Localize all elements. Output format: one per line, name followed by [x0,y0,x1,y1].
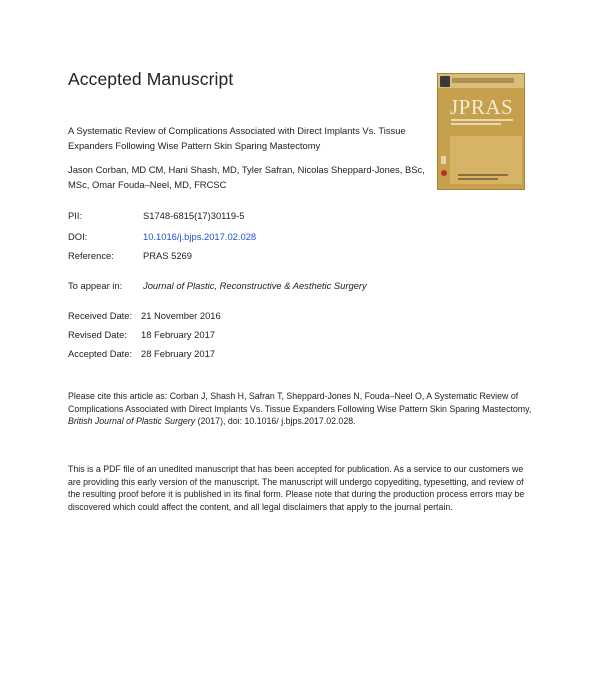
reference-label: Reference: [68,250,114,261]
cover-lower-panel [450,136,522,184]
revised-label: Revised Date: [68,329,127,340]
publisher-logo-icon [440,76,450,87]
page-heading: Accepted Manuscript [68,69,234,89]
citation-suffix: (2017), doi: 10.1016/ j.bjps.2017.02.028. [195,416,356,427]
cover-side-mark [441,156,446,164]
citation-paragraph [68,390,534,428]
accepted-value: 28 February 2017 [141,348,216,359]
accepted-label: Accepted Date: [68,348,133,359]
received-value: 21 November 2016 [141,310,221,321]
doi-link[interactable]: 10.1016/j.bjps.2017.02.028 [143,231,257,242]
received-label: Received Date: [68,310,133,321]
cover-subtitle-line [451,119,513,121]
pii-label: PII: [68,210,83,221]
revised-value: 18 February 2017 [141,329,216,340]
cover-badge-icon [441,170,447,176]
cover-header-mark [452,78,514,83]
citation-prefix: Please cite this article as: Corban J, Shash H, Safran T, Sheppard-Jones N, Fouda–Neel O, A Systematic Review of Complications Associated with Direct Implants Vs. Tissue Expanders Following Wise Pattern Skin Sparing Mastectomy, [68,391,532,414]
cover-text-line [458,178,498,180]
cover-text-line [458,174,508,176]
journal-cover-image [437,73,525,190]
authors: Jason Corban, MD CM, Hani Shash, MD, Tyler Safran, Nicolas Sheppard-Jones, BSc, MSc, Omar Fouda–Neel, MD, FRCSC [68,164,425,190]
appear-label: To appear in: [68,280,123,291]
cover-subtitle-line [451,123,501,125]
reference-value: PRAS 5269 [143,250,192,261]
article-title: A Systematic Review of Complications Associated with Direct Implants Vs. Tissue Expanders Following Wise Pattern Skin Sparing Mastectomy [68,125,406,151]
pii-value: S1748-6815(17)30119-5 [143,210,245,221]
citation-journal: British Journal of Plastic Surgery [68,416,196,427]
cover-title: JPRAS [450,95,514,119]
disclaimer-paragraph: This is a PDF file of an unedited manuscript that has been accepted for publication. As a service to our customers we are providing this early version of the manuscript. The manuscript will undergo copyediting, typesetting, and review of the resulting proof before it is published in its final form. Please note that during the production process errors may be discovered which could affect the content, and all legal disclaimers that apply to the journal pertain. [68,464,525,512]
doi-label: DOI: [68,231,88,242]
journal-name: Journal of Plastic, Reconstructive & Aesthetic Surgery [143,280,367,291]
